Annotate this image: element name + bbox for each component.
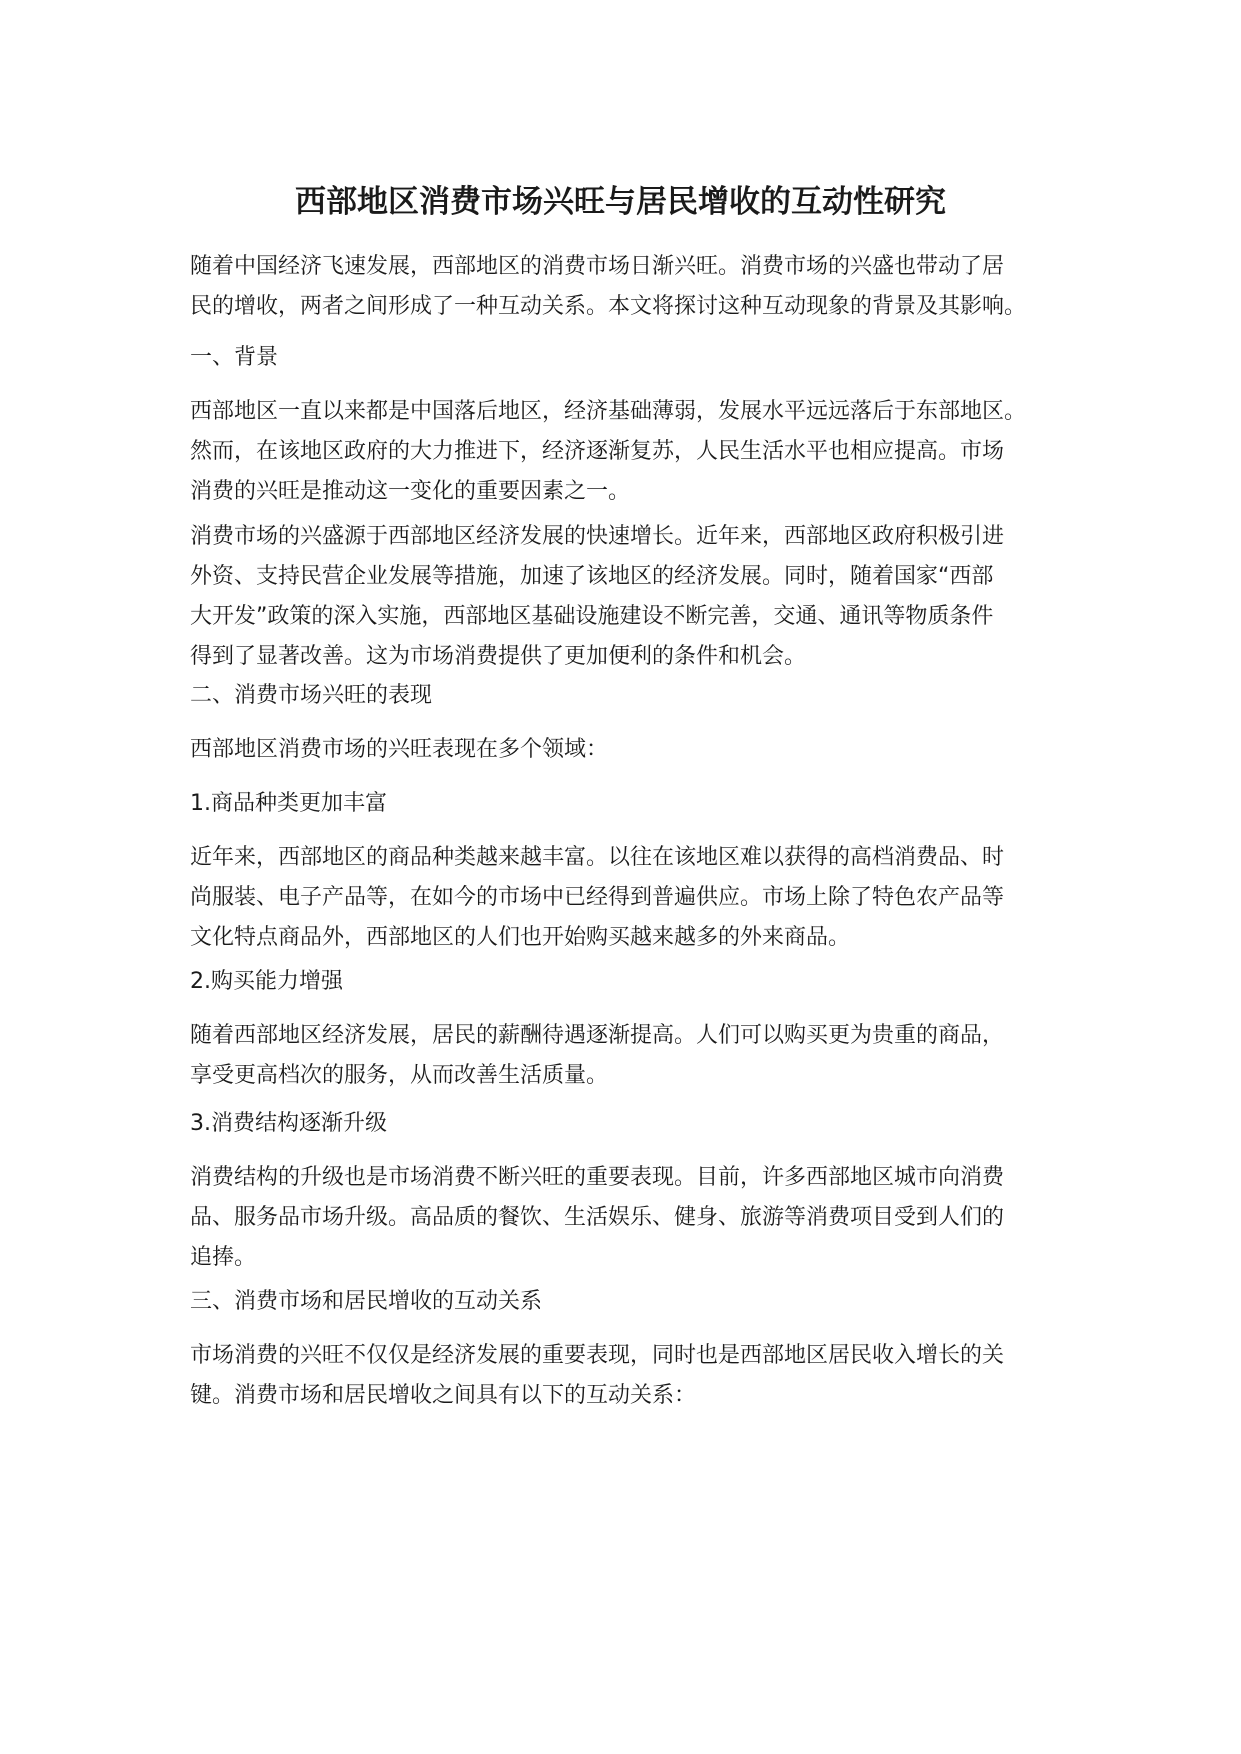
paragraph-purchasing-power: [190, 1016, 1070, 1096]
text-line: 享受更高档次的服务，从而改善生活质量。: [190, 1063, 609, 1088]
text-line: 得到了显著改善。这为市场消费提供了更加便利的条件和机会。: [190, 644, 807, 669]
subheading-consumption-structure: [190, 1104, 1070, 1144]
text-line: 民的增收，两者之间形成了一种互动关系。本文将探讨这种互动现象的背景及其影响。: [190, 294, 1027, 319]
paragraph-intro: [190, 247, 1070, 327]
subheading-product-variety: [190, 784, 1070, 824]
paragraph-product-variety: [190, 838, 1070, 958]
text-line: 消费的兴旺是推动这一变化的重要因素之一。: [190, 479, 631, 504]
document-page: [190, 0, 1050, 1754]
text-line: 西部地区一直以来都是中国落后地区，经济基础薄弱，发展水平远远落后于东部地区。: [190, 399, 1027, 424]
text-line: 2.购买能力增强: [190, 969, 343, 994]
paragraph-interaction: [190, 1336, 1070, 1416]
document-title: 西部地区消费市场兴旺与居民增收的互动性研究: [295, 184, 946, 220]
paragraph-background-2: [190, 517, 1070, 677]
paragraph-performance-intro: [190, 730, 1070, 770]
text-line: 市场消费的兴旺不仅仅是经济发展的重要表现，同时也是西部地区居民收入增长的关: [190, 1343, 1005, 1368]
text-line: 追捧。: [190, 1245, 257, 1270]
text-line: 随着中国经济飞速发展，西部地区的消费市场日渐兴旺。消费市场的兴盛也带动了居: [190, 254, 1005, 279]
section-heading-background: [190, 338, 1070, 378]
text-line: 西部地区消费市场的兴旺表现在多个领域：: [190, 737, 609, 762]
text-line: 外资、支持民营企业发展等措施，加速了该地区的经济发展。同时，随着国家“西部: [190, 564, 994, 589]
text-line: 3.消费结构逐渐升级: [190, 1111, 387, 1136]
paragraph-background-1: [190, 392, 1070, 512]
text-line: 一、背景: [190, 345, 279, 370]
text-line: 近年来，西部地区的商品种类越来越丰富。以往在该地区难以获得的高档消费品、时: [190, 845, 1005, 870]
subheading-purchasing-power: [190, 962, 1070, 1002]
text-line: 1.商品种类更加丰富: [190, 791, 387, 816]
text-line: 尚服装、电子产品等，在如今的市场中已经得到普遍供应。市场上除了特色农产品等: [190, 885, 1005, 910]
text-line: 文化特点商品外，西部地区的人们也开始购买越来越多的外来商品。: [190, 925, 851, 950]
text-line: 二、消费市场兴旺的表现: [190, 683, 433, 708]
text-line: 随着西部地区经济发展，居民的薪酬待遇逐渐提高。人们可以购买更为贵重的商品，: [190, 1023, 1005, 1048]
section-heading-performance: [190, 676, 1070, 716]
text-line: 然而，在该地区政府的大力推进下，经济逐渐复苏，人民生活水平也相应提高。市场: [190, 439, 1005, 464]
text-line: 消费结构的升级也是市场消费不断兴旺的重要表现。目前，许多西部地区城市向消费: [190, 1165, 1005, 1190]
paragraph-consumption-structure: [190, 1158, 1070, 1278]
text-line: 键。消费市场和居民增收之间具有以下的互动关系：: [190, 1383, 697, 1408]
text-line: 大开发”政策的深入实施，西部地区基础设施建设不断完善，交通、通讯等物质条件: [190, 604, 994, 629]
text-line: 消费市场的兴盛源于西部地区经济发展的快速增长。近年来，西部地区政府积极引进: [190, 524, 1005, 549]
section-heading-interaction: [190, 1282, 1070, 1322]
text-line: 三、消费市场和居民增收的互动关系: [190, 1289, 543, 1314]
text-line: 品、服务品市场升级。高品质的餐饮、生活娱乐、健身、旅游等消费项目受到人们的: [190, 1205, 1005, 1230]
